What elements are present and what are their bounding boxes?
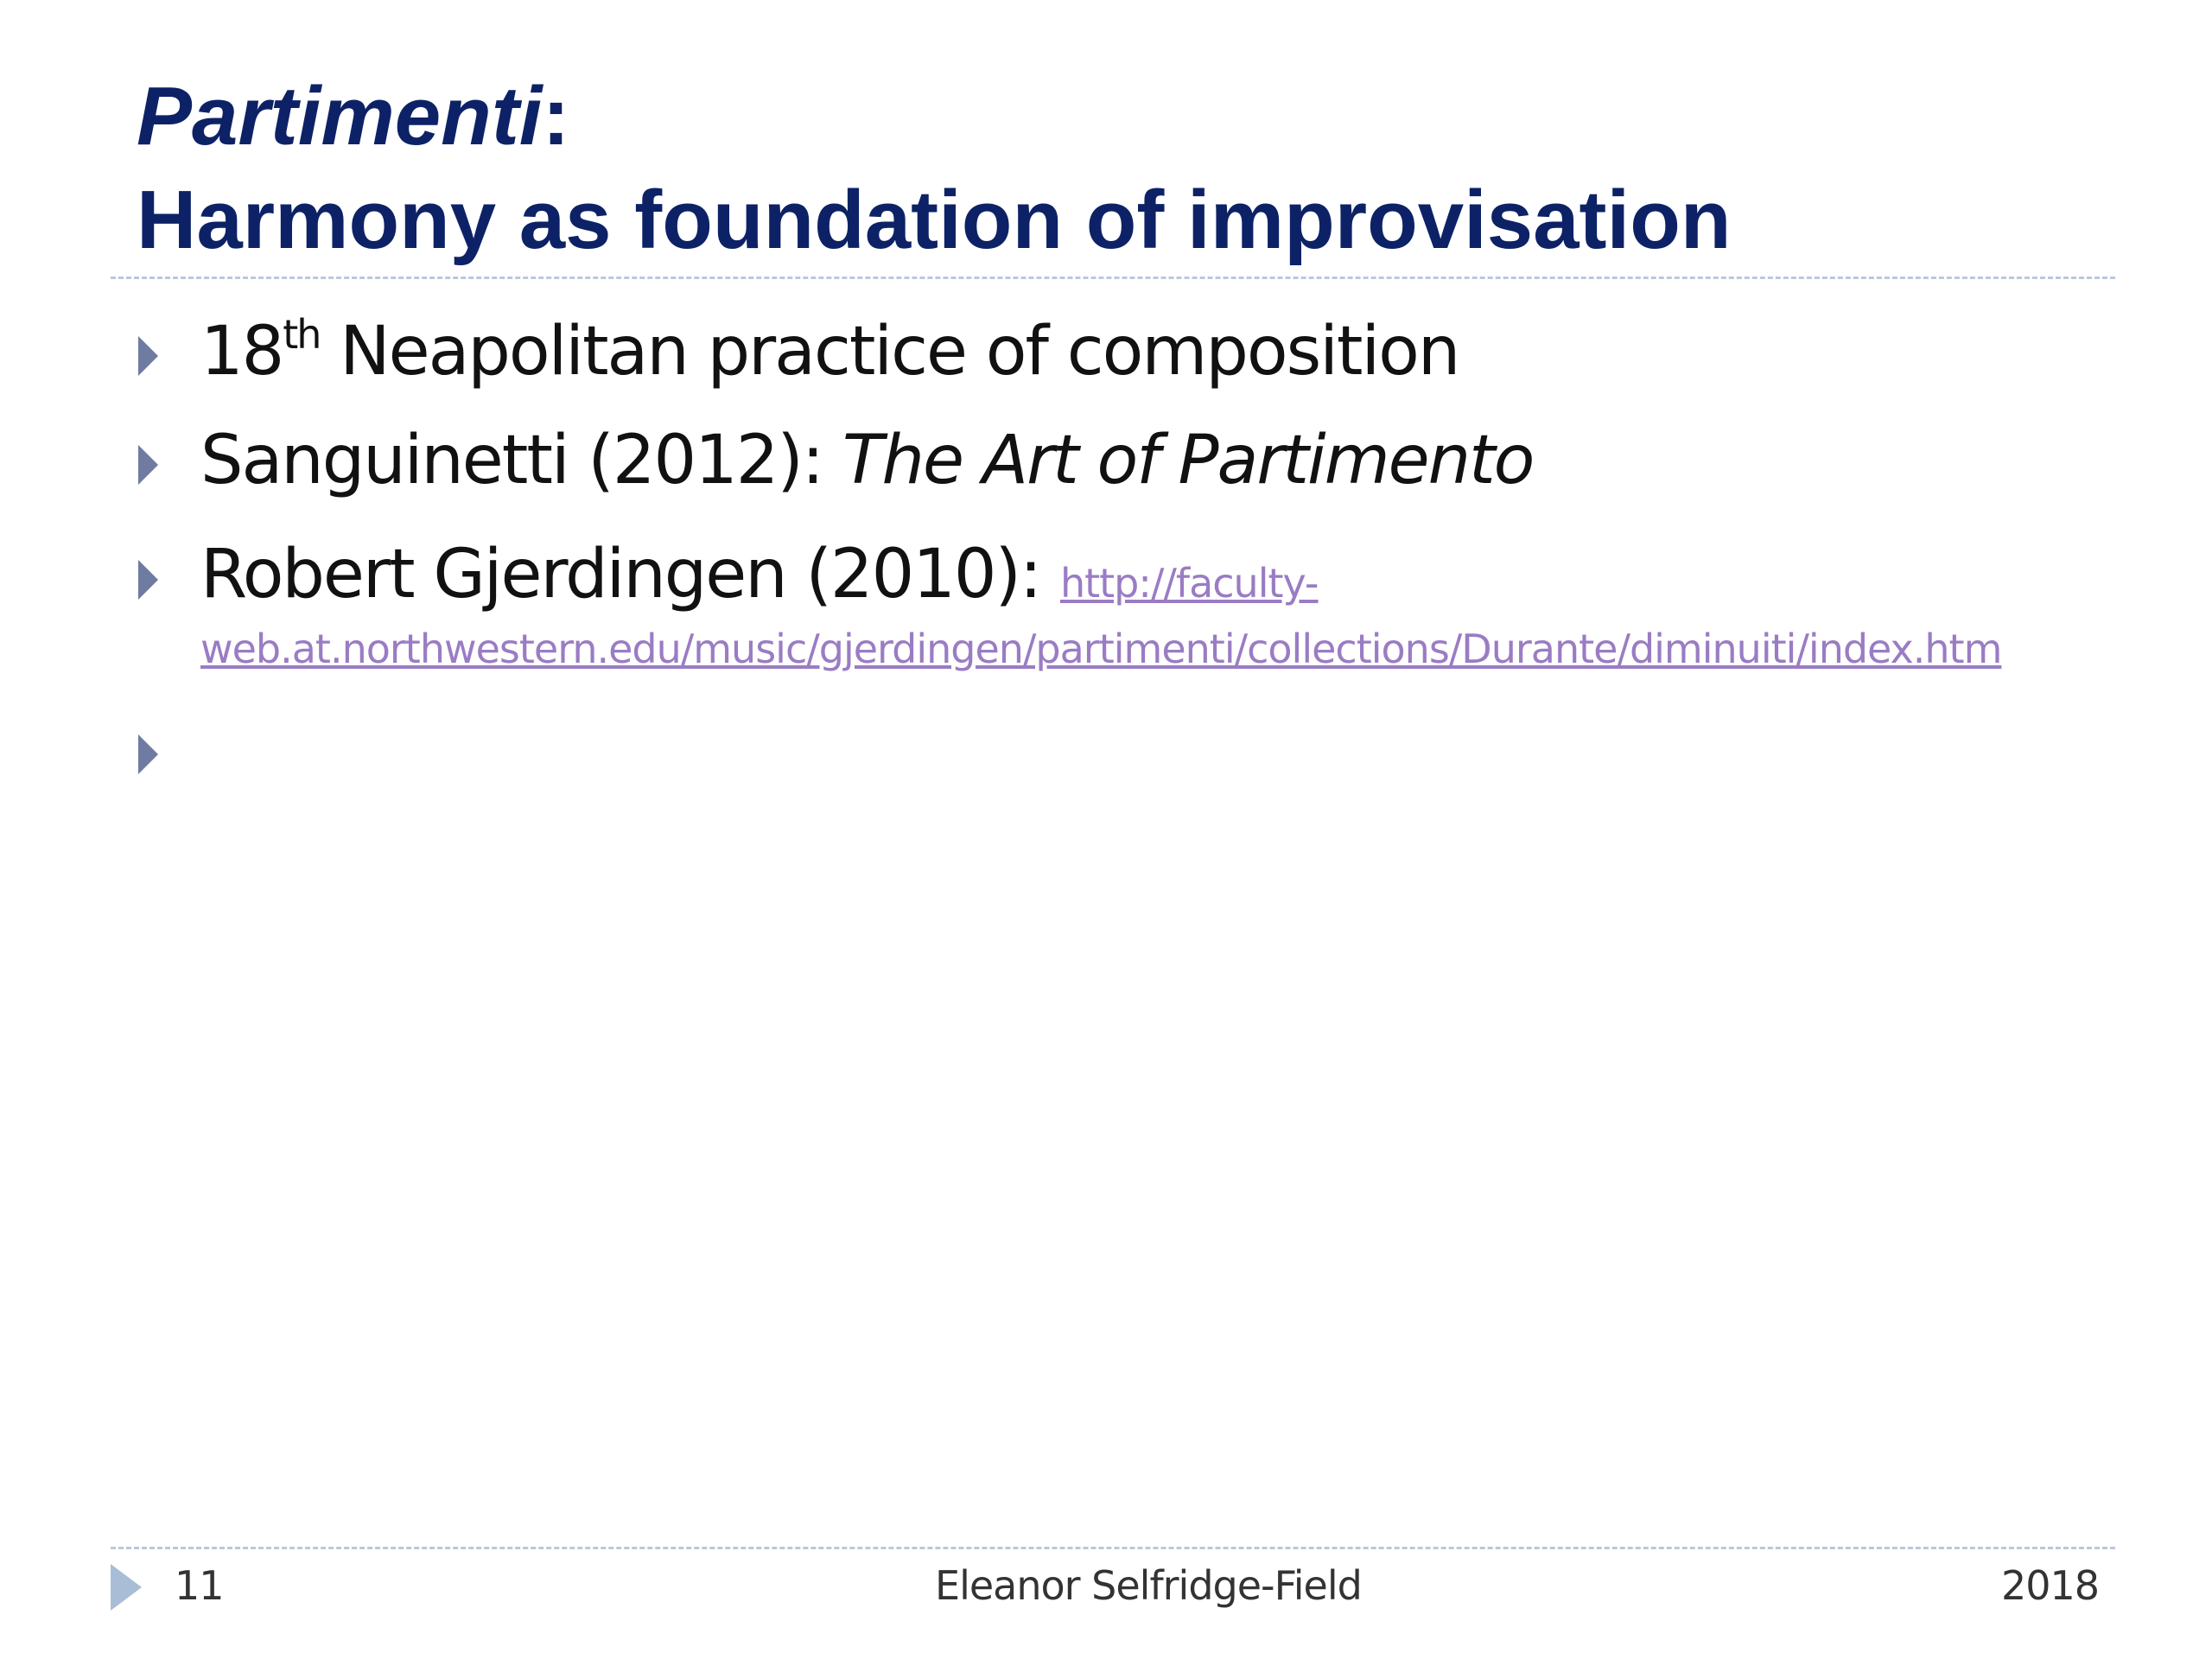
slide-title [137,65,2124,272]
slide-number: 11 [175,1562,224,1609]
bullet-3-text: Robert Gjerdingen (2010): [200,536,1060,613]
bullet-arrow-icon [138,560,158,600]
footer-author: Eleanor Selfridge-Field [935,1562,1362,1609]
bullet-item-1 [200,313,1459,391]
bullet-3-link-continuation [200,626,2001,672]
gjerdingen-link-part-1[interactable]: http://faculty- [1059,560,1319,607]
bullet-1-text: Neapolitan practice of composition [320,313,1459,391]
title-italic-word: Partimenti [137,70,543,162]
bullet-item-3 [200,536,1319,613]
bullet-1-number: 18 [200,313,283,391]
title-line-2: Harmony as foundation of improvisation [137,174,1732,266]
bullet-2-text: Sanguinetti (2012): [200,422,842,499]
footer-divider [111,1547,2115,1549]
bullet-2-book-title: The Art of Partimento [842,422,1534,499]
gjerdingen-link-part-2[interactable]: web.at.northwestern.edu/music/gjerdingen/partimenti/collections/Durante/diminuiti/index.htm [200,626,2002,672]
title-divider [111,276,2115,279]
bullet-arrow-icon [138,734,158,774]
bullet-item-2 [200,422,1533,499]
bullet-1-superscript: th [283,311,321,358]
bullet-arrow-icon [138,336,158,376]
bullet-arrow-icon [138,445,158,485]
title-colon: : [542,70,570,162]
footer-triangle-icon [111,1564,142,1611]
title-line-1 [137,65,2124,168]
footer-year: 2018 [2001,1562,2100,1609]
